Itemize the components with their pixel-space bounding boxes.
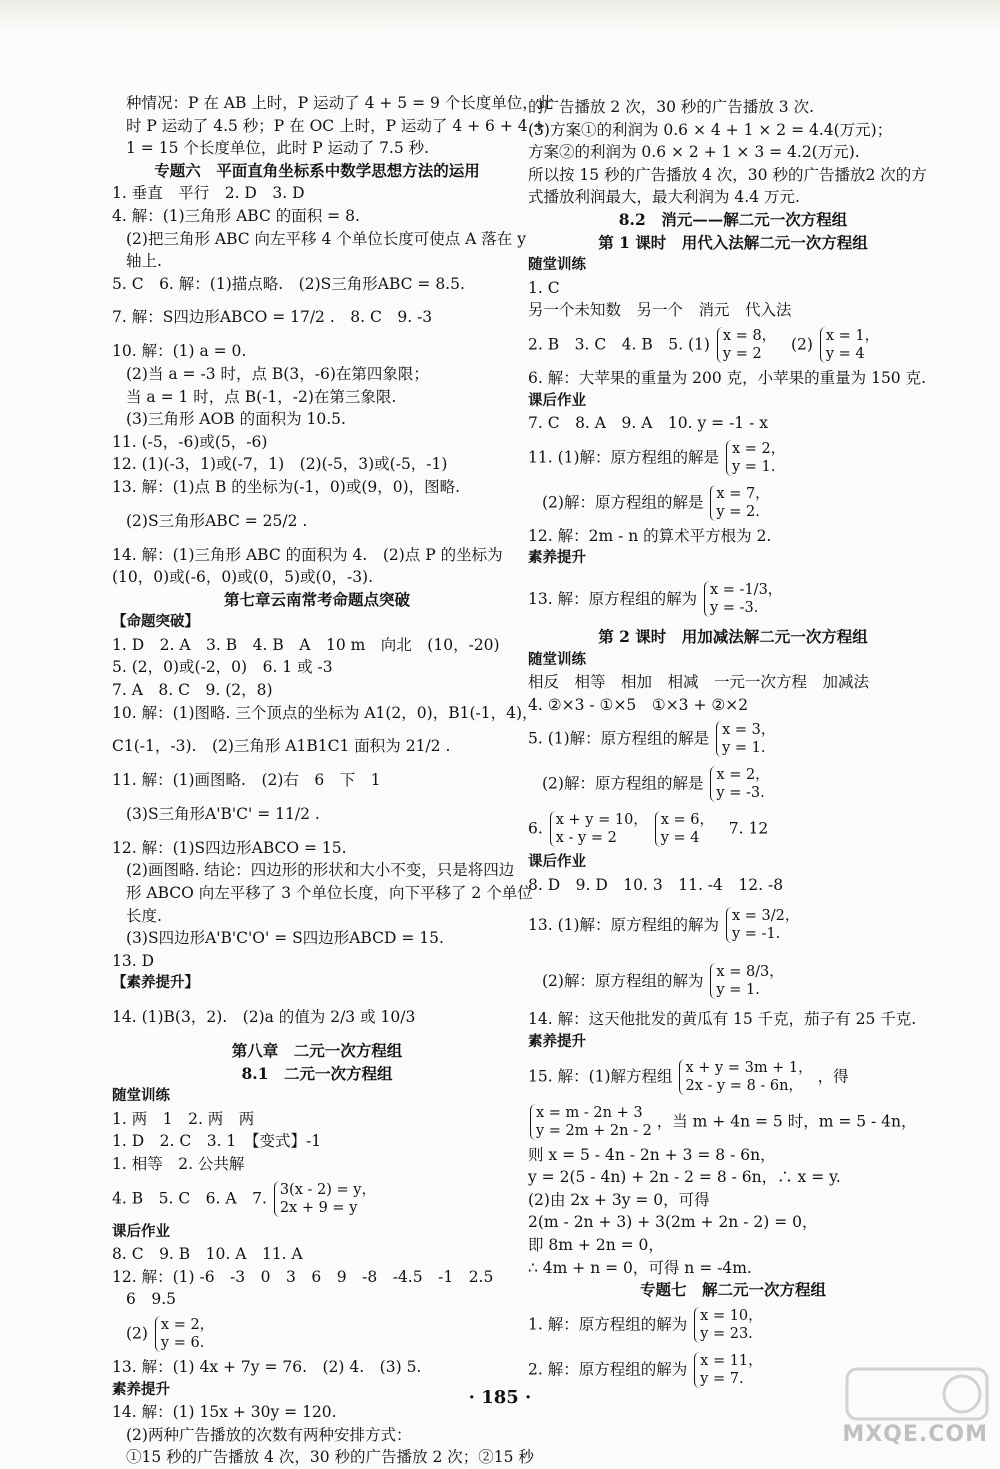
answer-line: (2)由 2x + 3y = 0，可得 bbox=[528, 1190, 710, 1209]
answer-line: 1. D 2. A 3. B 4. B A 10 m 向北 (10，-20) bbox=[112, 635, 500, 654]
equation-system: x = 11， y = 7. bbox=[694, 1352, 763, 1388]
equation-system: x = 6， y = 4 bbox=[655, 811, 714, 847]
answer-line: 14. 解：(1)三角形 ABC 的面积为 4. (2)点 P 的坐标为 bbox=[112, 545, 503, 564]
answer-line: 形 ABCO 向左平移了 3 个单位长度，向下平移了 2 个单位 bbox=[126, 884, 533, 903]
answer-text: 6. bbox=[528, 819, 543, 838]
section-heading: 第七章云南常考命题点突破 bbox=[223, 589, 410, 609]
answer-line: (2)两种广告播放的次数有两种安排方式： bbox=[126, 1425, 412, 1444]
section-heading: 第 1 课时 用代入法解二元一次方程组 bbox=[598, 232, 868, 252]
answer-line: (10，0)或(-6，0)或(0，5)或(0，-3). bbox=[112, 568, 374, 587]
answer-line: C1(-1，-3). (2)三角形 A1B1C1 面积为 21/2 . bbox=[112, 737, 451, 756]
right-column bbox=[528, 96, 938, 1392]
answer-text: 11. (1)解：原方程组的解是 bbox=[528, 448, 720, 467]
answer-line: 1. 垂直 平行 2. D 3. D bbox=[112, 184, 305, 203]
section-heading: 8.2 消元——解二元一次方程组 bbox=[618, 209, 848, 229]
answer-line bbox=[528, 716, 938, 761]
answer-line: (3)三角形 AOB 的面积为 10.5. bbox=[126, 410, 346, 429]
equation-system: x = 3， y = 1. bbox=[716, 721, 775, 757]
answer-line bbox=[528, 322, 938, 367]
equation-system: 3(x - 2) = y， 2x + 9 = y bbox=[274, 1181, 376, 1217]
left-column bbox=[112, 92, 554, 1469]
answer-line bbox=[528, 1054, 938, 1099]
answer-line: (2)把三角形 ABC 向左平移 4 个单位长度可使点 A 落在 y bbox=[126, 229, 526, 248]
answer-line: (3)S四边形A'B'C'O' = S四边形ABCD = 15. bbox=[126, 929, 444, 948]
answer-line: 轴上. bbox=[126, 252, 162, 271]
text-line: 1 = 15 个长度单位，此时 P 运动了 7.5 秒. bbox=[126, 139, 430, 158]
answer-text: (2) bbox=[790, 335, 813, 354]
subsection-heading: 素养提升 bbox=[528, 550, 586, 567]
answer-text: ，当 m + 4n = 5 时，m = 5 - 4n， bbox=[656, 1112, 917, 1131]
answer-line: (2)当 a = -3 时，点 B(3，-6)在第四象限； bbox=[126, 364, 429, 383]
subsection-heading: 素养提升 bbox=[112, 1381, 170, 1398]
equation-system: x = -1/3， y = -3. bbox=[704, 581, 782, 617]
answer-line: 14. 解：(1) 15x + 30y = 120. bbox=[112, 1403, 337, 1422]
answer-line: 12. 解：(1)S四边形ABCO = 15. bbox=[112, 838, 347, 857]
answer-line: (2)S三角形ABC = 25/2 . bbox=[126, 511, 308, 530]
answer-line bbox=[528, 480, 938, 525]
answer-line: 5. C 6. 解：(1)描点略. (2)S三角形ABC = 8.5. bbox=[112, 274, 465, 293]
answer-line: ①15 秒的广告播放 4 次，30 秒的广告播放 2 次；②15 秒 bbox=[126, 1448, 534, 1467]
watermark-text: MXQE.COM bbox=[842, 1422, 988, 1447]
answer-line bbox=[528, 761, 938, 806]
answer-line: 7. C 8. A 9. A 10. y = -1 - x bbox=[528, 414, 769, 433]
answer-line: (3)S三角形A'B'C' = 11/2 . bbox=[126, 804, 320, 823]
answer-line: 当 a = 1 时，点 B(-1，-2)在第三象限. bbox=[126, 387, 397, 406]
answer-text: 4. B 5. C 6. A 7. bbox=[112, 1189, 267, 1208]
equation-system: x = 7， y = 2. bbox=[710, 485, 769, 521]
answer-text: 1. 解：原方程组的解为 bbox=[528, 1315, 688, 1334]
answer-line bbox=[112, 1311, 522, 1356]
section-heading: 8.1 二元一次方程组 bbox=[241, 1063, 393, 1083]
subsection-heading: 随堂训练 bbox=[528, 651, 586, 668]
answer-line bbox=[528, 570, 938, 626]
answer-text: 2. B 3. C 4. B 5. (1) bbox=[528, 335, 710, 354]
answer-line: 1. C bbox=[528, 278, 560, 297]
page-number: · 185 · bbox=[468, 1387, 532, 1408]
answer-line: (2)画图略. 结论：四边形的形状和大小不变，只是将四边 bbox=[126, 861, 515, 880]
answer-line: 12. 解：2m - n 的算术平方根为 2. bbox=[528, 526, 772, 545]
answer-line: 5. (2，0)或(-2，0) 6. 1 或 -3 bbox=[112, 658, 333, 677]
answer-line: 1. 两 1 2. 两 两 bbox=[112, 1109, 255, 1128]
answer-text: (2)解：原方程组的解是 bbox=[542, 493, 704, 512]
answer-line bbox=[528, 896, 938, 952]
equation-system: x = 3/2， y = -1. bbox=[726, 907, 799, 943]
answer-text: (2)解：原方程组的解为 bbox=[542, 972, 704, 991]
answer-line: 则 x = 5 - 4n - 2n + 3 = 8 - 6n， bbox=[528, 1145, 776, 1164]
answer-text: 13. 解：原方程组的解为 bbox=[528, 589, 698, 608]
answer-line: 10. 解：(1)图略. 三个顶点的坐标为 A1(2，0)，B1(-1，4)， bbox=[112, 703, 538, 722]
section-heading: 第 2 课时 用加减法解二元一次方程组 bbox=[598, 626, 868, 646]
answer-line: 1. 相等 2. 公共解 bbox=[112, 1154, 245, 1173]
answer-text: 7. 12 bbox=[728, 819, 769, 838]
chapter-heading: 第八章 二元一次方程组 bbox=[231, 1041, 403, 1060]
answer-line bbox=[528, 806, 938, 851]
answer-line bbox=[528, 435, 938, 480]
answer-line bbox=[528, 952, 938, 1008]
answer-line bbox=[528, 1099, 938, 1144]
answer-line: 8. D 9. D 10. 3 11. -4 12. -8 bbox=[528, 875, 784, 894]
text-line: (3)方案①的利润为 0.6 × 4 + 1 × 2 = 4.4(万元)； bbox=[528, 120, 893, 139]
answer-line: 7. A 8. C 9. (2，8) bbox=[112, 681, 273, 700]
answer-line: 即 8m + 2n = 0， bbox=[528, 1236, 664, 1255]
answer-text: 15. 解：(1)解方程组 bbox=[528, 1067, 673, 1086]
subsection-heading: 课后作业 bbox=[112, 1223, 170, 1240]
answer-line: 14. (1)B(3，2). (2)a 的值为 2/3 或 10/3 bbox=[112, 1008, 416, 1026]
answer-line: 8. C 9. B 10. A 11. A bbox=[112, 1245, 303, 1264]
answer-line: 12. 解：(1) -6 -3 0 3 6 9 -8 -4.5 -1 2.5 bbox=[112, 1267, 494, 1286]
answer-line: 1. D 2. C 3. 1 【变式】-1 bbox=[112, 1132, 322, 1151]
answer-line: 10. 解：(1) a = 0. bbox=[112, 342, 247, 361]
text-line: 方案②的利润为 0.6 × 2 + 1 × 3 = 4.2(万元). bbox=[528, 143, 860, 162]
answer-line: 13. 解：(1)点 B 的坐标为(-1，0)或(9，0)，图略. bbox=[112, 477, 461, 496]
answer-line: y = 2(5 - 4n) + 2n - 2 = 8 - 6n，∴ x = y. bbox=[528, 1168, 841, 1187]
answer-line: 6. 解：大苹果的重量为 200 克，小苹果的重量为 150 克. bbox=[528, 368, 927, 387]
equation-system: x = 2， y = 1. bbox=[726, 440, 785, 476]
subsection-heading: 随堂训练 bbox=[112, 1088, 170, 1105]
subsection-heading: 【素养提升】 bbox=[112, 975, 199, 992]
text-line: 种情况：P 在 AB 上时，P 运动了 4 + 5 = 9 个长度单位，此 bbox=[126, 94, 554, 112]
answer-text: (2)解：原方程组的解是 bbox=[542, 774, 704, 793]
text-line: 时 P 运动了 4.5 秒；P 在 OC 上时，P 运动了 4 + 6 + 4 + bbox=[126, 116, 546, 135]
subsection-heading: 随堂训练 bbox=[528, 257, 586, 274]
text-line: 式播放利润最大，最大利润为 4.4 万元. bbox=[528, 188, 800, 207]
equation-system: x = 1， y = 4 bbox=[820, 327, 879, 363]
equation-system: x = 8， y = 2 bbox=[717, 327, 776, 363]
answer-line: 另一个未知数 另一个 消元 代入法 bbox=[528, 301, 792, 320]
equation-system: x + y = 3m + 1， 2x - y = 8 - 6n， bbox=[679, 1059, 812, 1095]
scan-shadow bbox=[0, 0, 1000, 30]
subsection-heading: 【命题突破】 bbox=[112, 614, 199, 631]
equation-system: x = m - 2n + 3 y = 2m + 2n - 2 bbox=[530, 1104, 652, 1140]
answer-line: 12. (1)(-3，1)或(-7，1) (2)(-5，3)或(-5，-1) bbox=[112, 455, 448, 474]
answer-text: ，得 bbox=[817, 1067, 849, 1086]
subsection-heading: 课后作业 bbox=[528, 854, 586, 871]
answer-line: 13. D bbox=[112, 951, 155, 970]
text-line: 的广告播放 2 次，30 秒的广告播放 3 次. bbox=[528, 98, 815, 116]
text-line: 所以按 15 秒的广告播放 4 次，30 秒的广告播放2 次的方 bbox=[528, 165, 927, 184]
equation-system: x + y = 10， x - y = 2 bbox=[550, 811, 648, 847]
answer-line: 相反 相等 相加 相减 一元一次方程 加减法 bbox=[528, 673, 870, 692]
answer-text: 5. (1)解：原方程组的解是 bbox=[528, 729, 710, 748]
equation-system: x = 10， y = 23. bbox=[694, 1307, 763, 1343]
answer-line: 11. (-5，-6)或(5，-6) bbox=[112, 432, 268, 451]
subsection-heading: 课后作业 bbox=[528, 392, 586, 409]
answer-line: 长度. bbox=[126, 906, 162, 925]
answer-line: 14. 解：这天他批发的黄瓜有 15 千克，茄子有 25 千克. bbox=[528, 1010, 917, 1029]
answer-line: 2(m - 2n + 3) + 3(2m + 2n - 2) = 0， bbox=[528, 1213, 818, 1232]
answer-line bbox=[528, 1302, 938, 1347]
answer-line: 11. 解：(1)画图略. (2)右 6 下 1 bbox=[112, 771, 381, 790]
answer-line: 7. 解：S四边形ABCO = 17/2 . 8. C 9. -3 bbox=[112, 308, 433, 327]
answer-text: (2) bbox=[126, 1324, 148, 1343]
answer-line: 4. ②×3 - ①×5 ①×3 + ②×2 bbox=[528, 695, 749, 714]
answer-line: 6 9.5 bbox=[126, 1290, 177, 1309]
subsection-heading: 素养提升 bbox=[528, 1034, 586, 1051]
equation-system: x = 2， y = 6. bbox=[155, 1316, 214, 1352]
answer-line: 4. 解：(1)三角形 ABC 的面积 = 8. bbox=[112, 206, 360, 225]
answer-line: ∴ 4m + n = 0，可得 n = -4m. bbox=[528, 1258, 752, 1277]
section-heading: 专题六 平面直角坐标系中数学思想方法的运用 bbox=[154, 160, 480, 180]
answer-line bbox=[112, 1176, 522, 1221]
answer-text: 2. 解：原方程组的解为 bbox=[528, 1360, 688, 1379]
equation-system: x = 8/3， y = 1. bbox=[710, 963, 783, 999]
answer-line: 13. 解：(1) 4x + 7y = 76. (2) 4. (3) 5. bbox=[112, 1357, 422, 1376]
answer-text: 13. (1)解：原方程组的解为 bbox=[528, 916, 720, 935]
section-heading: 专题七 解二元一次方程组 bbox=[639, 1280, 826, 1300]
equation-system: x = 2， y = -3. bbox=[710, 766, 769, 802]
